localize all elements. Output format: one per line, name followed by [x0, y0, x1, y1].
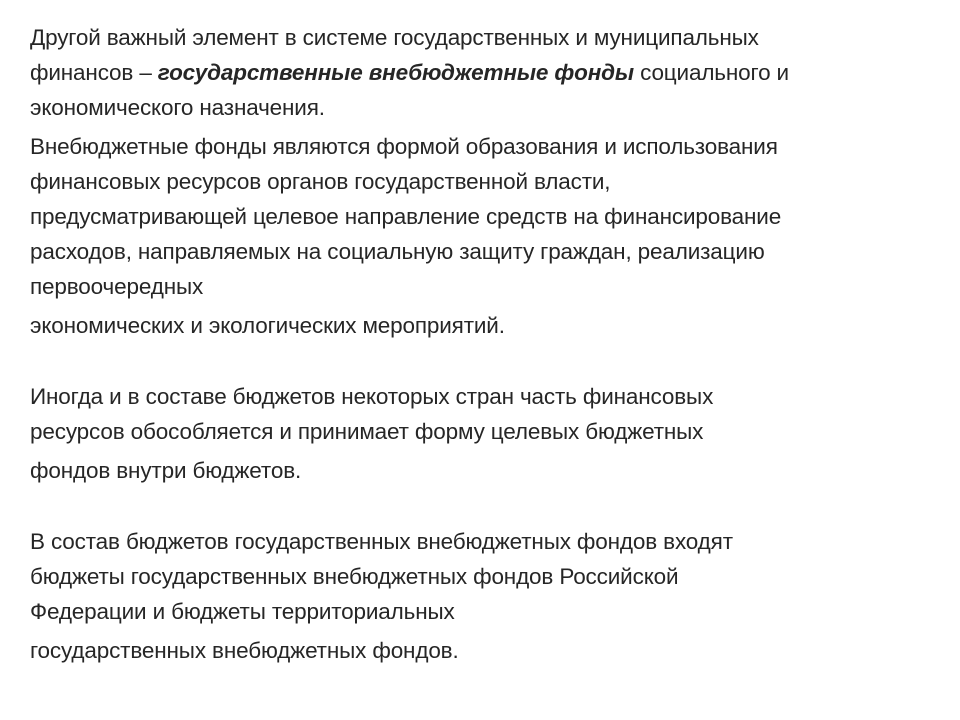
paragraph-budget-composition — [30, 524, 935, 629]
text-line: экономического назначения. — [30, 95, 325, 120]
text-line: Другой важный элемент в системе государственных и муниципальных — [30, 25, 759, 50]
text-run: финансов – — [30, 60, 158, 85]
text-line: фондов внутри бюджетов. — [30, 458, 302, 483]
text-line: первоочередных — [30, 274, 204, 299]
paragraph-budget-composition-continued — [30, 633, 935, 668]
text-line: экономических и экологических мероприятий. — [30, 313, 505, 338]
text-line: бюджеты государственных внебюджетных фондов Российской — [30, 564, 679, 589]
text-line: Федерации и бюджеты территориальных — [30, 599, 455, 624]
text-line: расходов, направляемых на социальную защиту граждан, реализацию — [30, 239, 765, 264]
text-line: финансовых ресурсов органов государственной власти, — [30, 169, 611, 194]
text-run: социального и — [633, 60, 789, 85]
text-line: предусматривающей целевое направление средств на финансирование — [30, 204, 782, 229]
text-line: Внебюджетные фонды являются формой образования и использования — [30, 134, 778, 159]
paragraph-target-budget-funds — [30, 379, 935, 449]
text-line — [30, 60, 789, 85]
slide-text-body — [30, 20, 935, 668]
paragraph-funds-definition-continued — [30, 308, 935, 343]
paragraph-funds-definition — [30, 129, 935, 304]
paragraph-target-budget-funds-continued — [30, 453, 935, 488]
text-line: государственных внебюджетных фондов. — [30, 638, 459, 663]
text-line: В состав бюджетов государственных внебюджетных фондов входят — [30, 529, 733, 554]
paragraph-extrabudgetary-funds-intro — [30, 20, 935, 125]
text-line: ресурсов обособляется и принимает форму целевых бюджетных — [30, 419, 704, 444]
text-line: Иногда и в составе бюджетов некоторых стран часть финансовых — [30, 384, 714, 409]
emphasized-term: государственные внебюджетные фонды — [157, 60, 634, 85]
